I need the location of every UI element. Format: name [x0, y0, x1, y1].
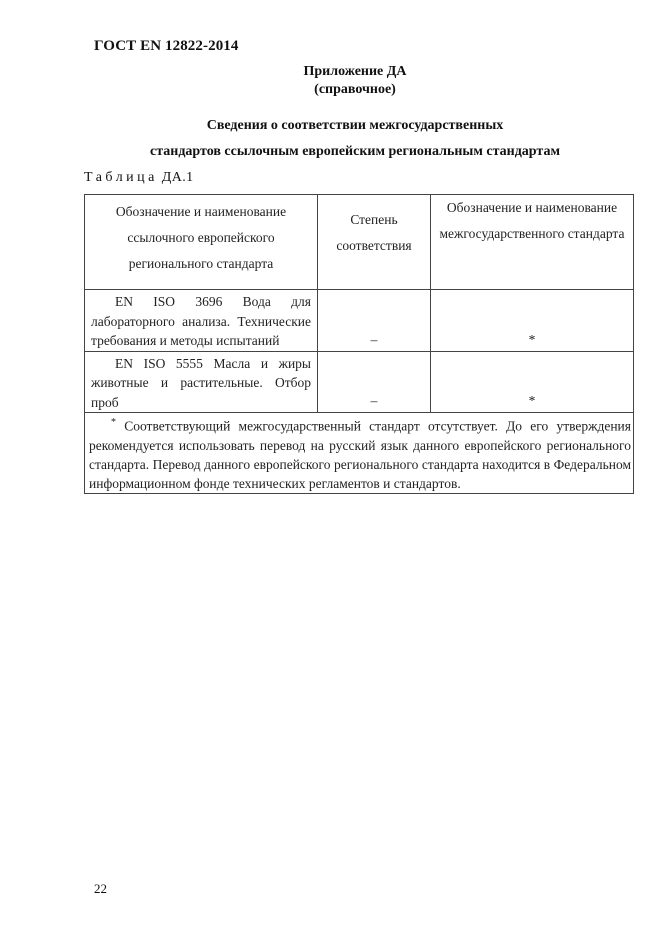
appendix-subtitle: (справочное): [314, 82, 396, 97]
section-heading-line2: стандартов ссылочным европейским региональным стандартам: [150, 144, 560, 159]
footnote-row: [85, 413, 634, 494]
footnote-mark: *: [111, 417, 116, 428]
reference-standard-cell: EN ISO 3696 Вода для лабораторного анализа. Технические требования и методы испытаний: [85, 290, 318, 352]
table-row: [85, 290, 634, 352]
degree-cell: –: [318, 351, 431, 413]
correspondence-table: [84, 194, 634, 494]
table-caption: [84, 170, 194, 186]
document-header: ГОСТ EN 12822-2014: [94, 38, 239, 54]
table-header-row: [85, 195, 634, 290]
column-header-degree: Степень соответствия: [318, 195, 431, 290]
column-header-reference: Обозначение и наименование ссылочного европейского регионального стандарта: [85, 195, 318, 290]
section-heading-line1: Сведения о соответствии межгосударственных: [206, 118, 504, 133]
table-row: [85, 351, 634, 413]
column-header-interstate: Обозначение и наименование межгосударственного стандарта: [431, 195, 634, 290]
degree-cell: –: [318, 290, 431, 352]
page-number: 22: [94, 881, 107, 896]
footnote-text: Соответствующий межгосударственный стандарт отсутствует. До его утверждения рекомендуется использовать перевод на русский язык данного европейского регионального стандарта. Перевод данного европейского регионального стандарта находится в Федеральном информационном фонде технических регламентов и стандартов.: [89, 418, 631, 491]
table-caption-number: ДА.1: [161, 170, 194, 185]
table-caption-word: Таблица: [84, 170, 158, 185]
appendix-title: Приложение ДА: [303, 64, 407, 79]
interstate-standard-cell: *: [431, 351, 634, 413]
footnote-cell: [85, 413, 634, 494]
interstate-standard-cell: *: [431, 290, 634, 352]
reference-standard-cell: EN ISO 5555 Масла и жиры животные и растительные. Отбор проб: [85, 351, 318, 413]
